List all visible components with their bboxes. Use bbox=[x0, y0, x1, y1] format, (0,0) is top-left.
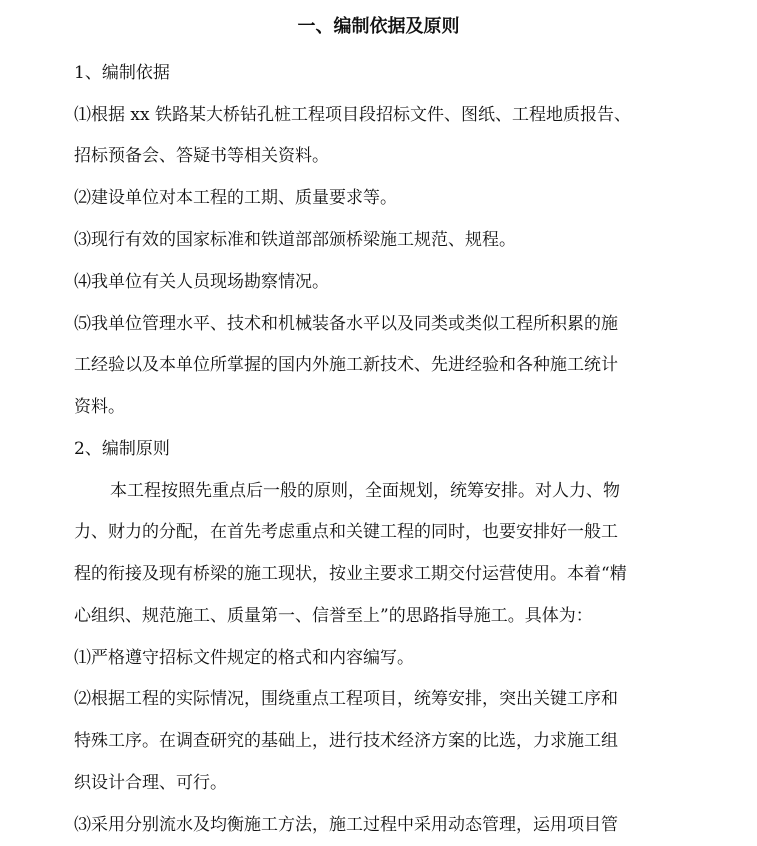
paragraph-line: ⑶现行有效的国家标准和铁道部部颁桥梁施工规范、规程。 bbox=[74, 230, 516, 250]
paragraph-line: 织设计合理、可行。 bbox=[74, 773, 227, 793]
paragraph-line: 特殊工序。在调查研究的基础上，进行技术经济方案的比选，力求施工组 bbox=[74, 731, 618, 751]
section-heading: 2、编制原则 bbox=[74, 439, 170, 459]
paragraph-line: 力、财力的分配，在首先考虑重点和关键工程的同时，也要安排好一般工 bbox=[74, 522, 618, 542]
paragraph-line: 本工程按照先重点后一般的原则，全面规划，统筹安排。对人力、物 bbox=[110, 481, 620, 501]
page-title: 一、编制依据及原则 bbox=[297, 16, 460, 37]
paragraph-line: ⑴根据 xx 铁路某大桥钻孔桩工程项目段招标文件、图纸、工程地质报告、 bbox=[74, 105, 631, 125]
paragraph-line: ⑴严格遵守招标文件规定的格式和内容编写。 bbox=[74, 648, 414, 668]
section-heading: 1、编制依据 bbox=[74, 63, 170, 83]
paragraph-line: 心组织、规范施工、质量第一、信誉至上”的思路指导施工。具体为： bbox=[74, 606, 593, 626]
paragraph-line: ⑵建设单位对本工程的工期、质量要求等。 bbox=[74, 188, 397, 208]
paragraph-line: ⑵根据工程的实际情况，围绕重点工程项目，统筹安排，突出关键工序和 bbox=[74, 689, 618, 709]
paragraph-line: ⑶采用分别流水及均衡施工方法，施工过程中采用动态管理，运用项目管 bbox=[74, 815, 618, 835]
paragraph-line: ⑷我单位有关人员现场勘察情况。 bbox=[74, 272, 329, 292]
paragraph-line: 招标预备会、答疑书等相关资料。 bbox=[74, 146, 329, 166]
paragraph-line: 工经验以及本单位所掌握的国内外施工新技术、先进经验和各种施工统计 bbox=[74, 355, 618, 375]
paragraph-line: 资料。 bbox=[74, 397, 125, 417]
paragraph-line: ⑸我单位管理水平、技术和机械装备水平以及同类或类似工程所积累的施 bbox=[74, 314, 618, 334]
paragraph-line: 程的衔接及现有桥梁的施工现状，按业主要求工期交付运营使用。本着“精 bbox=[74, 564, 627, 584]
